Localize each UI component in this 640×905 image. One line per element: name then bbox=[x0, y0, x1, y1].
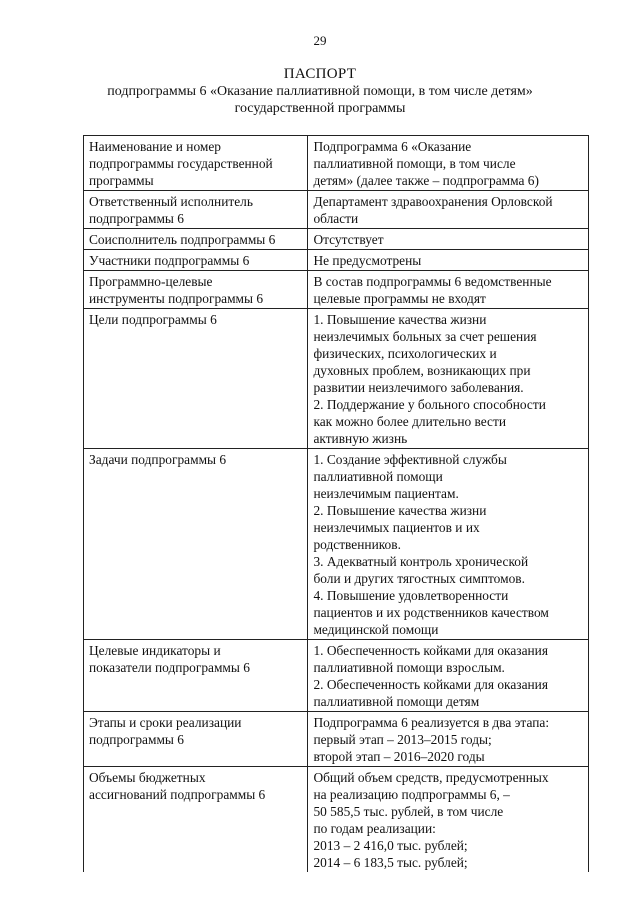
row-value-line: 1. Обеспеченность койками для оказания bbox=[313, 643, 549, 658]
row-value-line: родственников. bbox=[313, 537, 401, 552]
row-value-line: Департамент здравоохранения Орловской bbox=[313, 194, 553, 209]
row-value-line: детям» (далее также – подпрограмма 6) bbox=[313, 173, 539, 188]
row-value-line: 2. Поддержание у больного способности bbox=[313, 397, 546, 412]
row-value-line: боли и других тягостных симптомов. bbox=[313, 571, 525, 586]
row-value-line: неизлечимым пациентам. bbox=[313, 486, 459, 501]
row-label-line: Этапы и сроки реализации bbox=[89, 715, 242, 730]
table-row bbox=[84, 309, 589, 449]
row-value-line: области bbox=[313, 211, 359, 226]
document-heading bbox=[0, 66, 640, 117]
row-value-cell bbox=[308, 712, 589, 767]
row-label-cell bbox=[84, 271, 308, 309]
row-label-line: Программно-целевые bbox=[89, 274, 213, 289]
row-label-line: Соисполнитель подпрограммы 6 bbox=[89, 232, 276, 247]
row-label-cell bbox=[84, 449, 308, 640]
row-value-line: первый этап – 2013–2015 годы; bbox=[313, 732, 492, 747]
row-value-line: паллиативной помощи bbox=[313, 469, 443, 484]
row-label-cell bbox=[84, 229, 308, 250]
row-value-line: паллиативной помощи, в том числе bbox=[313, 156, 516, 171]
row-value-cell bbox=[308, 449, 589, 640]
row-value-cell bbox=[308, 191, 589, 229]
row-value-cell bbox=[308, 271, 589, 309]
row-label-line: ассигнований подпрограммы 6 bbox=[89, 787, 266, 802]
row-value-line: Общий объем средств, предусмотренных bbox=[313, 770, 549, 785]
row-value-line: 3. Адекватный контроль хронической bbox=[313, 554, 529, 569]
row-value-line: 4. Повышение удовлетворенности bbox=[313, 588, 509, 603]
table-row bbox=[84, 191, 589, 229]
row-label-line: Наименование и номер bbox=[89, 139, 222, 154]
row-label-cell bbox=[84, 136, 308, 191]
table-row bbox=[84, 449, 589, 640]
table-row bbox=[84, 767, 589, 873]
row-value-line: как можно более длительно вести bbox=[313, 414, 507, 429]
row-value-line: неизлечимых пациентов и их bbox=[313, 520, 480, 535]
heading-title: ПАСПОРТ bbox=[283, 66, 357, 82]
row-label-line: Участники подпрограммы 6 bbox=[89, 253, 250, 268]
heading-subtitle-line: подпрограммы 6 «Оказание паллиативной помощи, в том числе детям» bbox=[107, 84, 533, 99]
row-value-line: второй этап – 2016–2020 годы bbox=[313, 749, 485, 764]
page-number: 29 bbox=[313, 33, 327, 48]
row-value-cell bbox=[308, 136, 589, 191]
row-value-line: Отсутствует bbox=[313, 232, 384, 247]
row-label-cell bbox=[84, 640, 308, 712]
heading-subtitle-line: государственной программы bbox=[234, 101, 406, 116]
row-value-cell bbox=[308, 229, 589, 250]
row-label-line: подпрограммы государственной bbox=[89, 156, 273, 171]
row-value-line: Подпрограмма 6 реализуется в два этапа: bbox=[313, 715, 550, 730]
row-value-line: духовных проблем, возникающих при bbox=[313, 363, 531, 378]
table-row bbox=[84, 640, 589, 712]
row-value-cell bbox=[308, 309, 589, 449]
row-label-line: показатели подпрограммы 6 bbox=[89, 660, 250, 675]
row-value-line: пациентов и их родственников качеством bbox=[313, 605, 549, 620]
row-value-line: 2. Повышение качества жизни bbox=[313, 503, 487, 518]
row-value-line: 2013 – 2 416,0 тыс. рублей; bbox=[313, 838, 468, 853]
row-label-line: Целевые индикаторы и bbox=[89, 643, 221, 658]
passport-table-body bbox=[84, 136, 589, 873]
row-value-line: неизлечимых больных за счет решения bbox=[313, 329, 537, 344]
row-value-line: по годам реализации: bbox=[313, 821, 436, 836]
row-value-line: 1. Повышение качества жизни bbox=[313, 312, 487, 327]
row-label-line: Ответственный исполнитель bbox=[89, 194, 253, 209]
row-label-line: Задачи подпрограммы 6 bbox=[89, 452, 227, 467]
row-label-cell bbox=[84, 309, 308, 449]
row-label-line: Цели подпрограммы 6 bbox=[89, 312, 217, 327]
table-row bbox=[84, 712, 589, 767]
row-value-line: Подпрограмма 6 «Оказание bbox=[313, 139, 472, 154]
row-value-line: Не предусмотрены bbox=[313, 253, 422, 268]
table-row bbox=[84, 250, 589, 271]
row-label-cell bbox=[84, 191, 308, 229]
row-value-cell bbox=[308, 250, 589, 271]
row-value-line: на реализацию подпрограммы 6, – bbox=[313, 787, 510, 802]
row-value-line: 50 585,5 тыс. рублей, в том числе bbox=[313, 804, 504, 819]
row-value-cell bbox=[308, 767, 589, 873]
row-value-line: развитии неизлечимого заболевания. bbox=[313, 380, 524, 395]
row-value-line: 2014 – 6 183,5 тыс. рублей; bbox=[313, 855, 468, 870]
row-value-line: В состав подпрограммы 6 ведомственные bbox=[313, 274, 552, 289]
row-value-line: 1. Создание эффективной службы bbox=[313, 452, 507, 467]
row-label-cell bbox=[84, 250, 308, 271]
row-value-cell bbox=[308, 640, 589, 712]
row-value-line: физических, психологических и bbox=[313, 346, 497, 361]
row-label-line: Объемы бюджетных bbox=[89, 770, 206, 785]
row-label-line: подпрограммы 6 bbox=[89, 211, 184, 226]
row-value-line: активную жизнь bbox=[313, 431, 408, 446]
row-label-line: подпрограммы 6 bbox=[89, 732, 184, 747]
passport-table bbox=[83, 135, 589, 872]
row-label-line: программы bbox=[89, 173, 154, 188]
row-label-cell bbox=[84, 767, 308, 873]
row-label-cell bbox=[84, 712, 308, 767]
row-value-line: медицинской помощи bbox=[313, 622, 439, 637]
row-value-line: целевые программы не входят bbox=[313, 291, 486, 306]
table-row bbox=[84, 229, 589, 250]
row-value-line: паллиативной помощи взрослым. bbox=[313, 660, 505, 675]
table-row bbox=[84, 271, 589, 309]
row-label-line: инструменты подпрограммы 6 bbox=[89, 291, 264, 306]
table-row bbox=[84, 136, 589, 191]
row-value-line: 2. Обеспеченность койками для оказания bbox=[313, 677, 549, 692]
row-value-line: паллиативной помощи детям bbox=[313, 694, 480, 709]
